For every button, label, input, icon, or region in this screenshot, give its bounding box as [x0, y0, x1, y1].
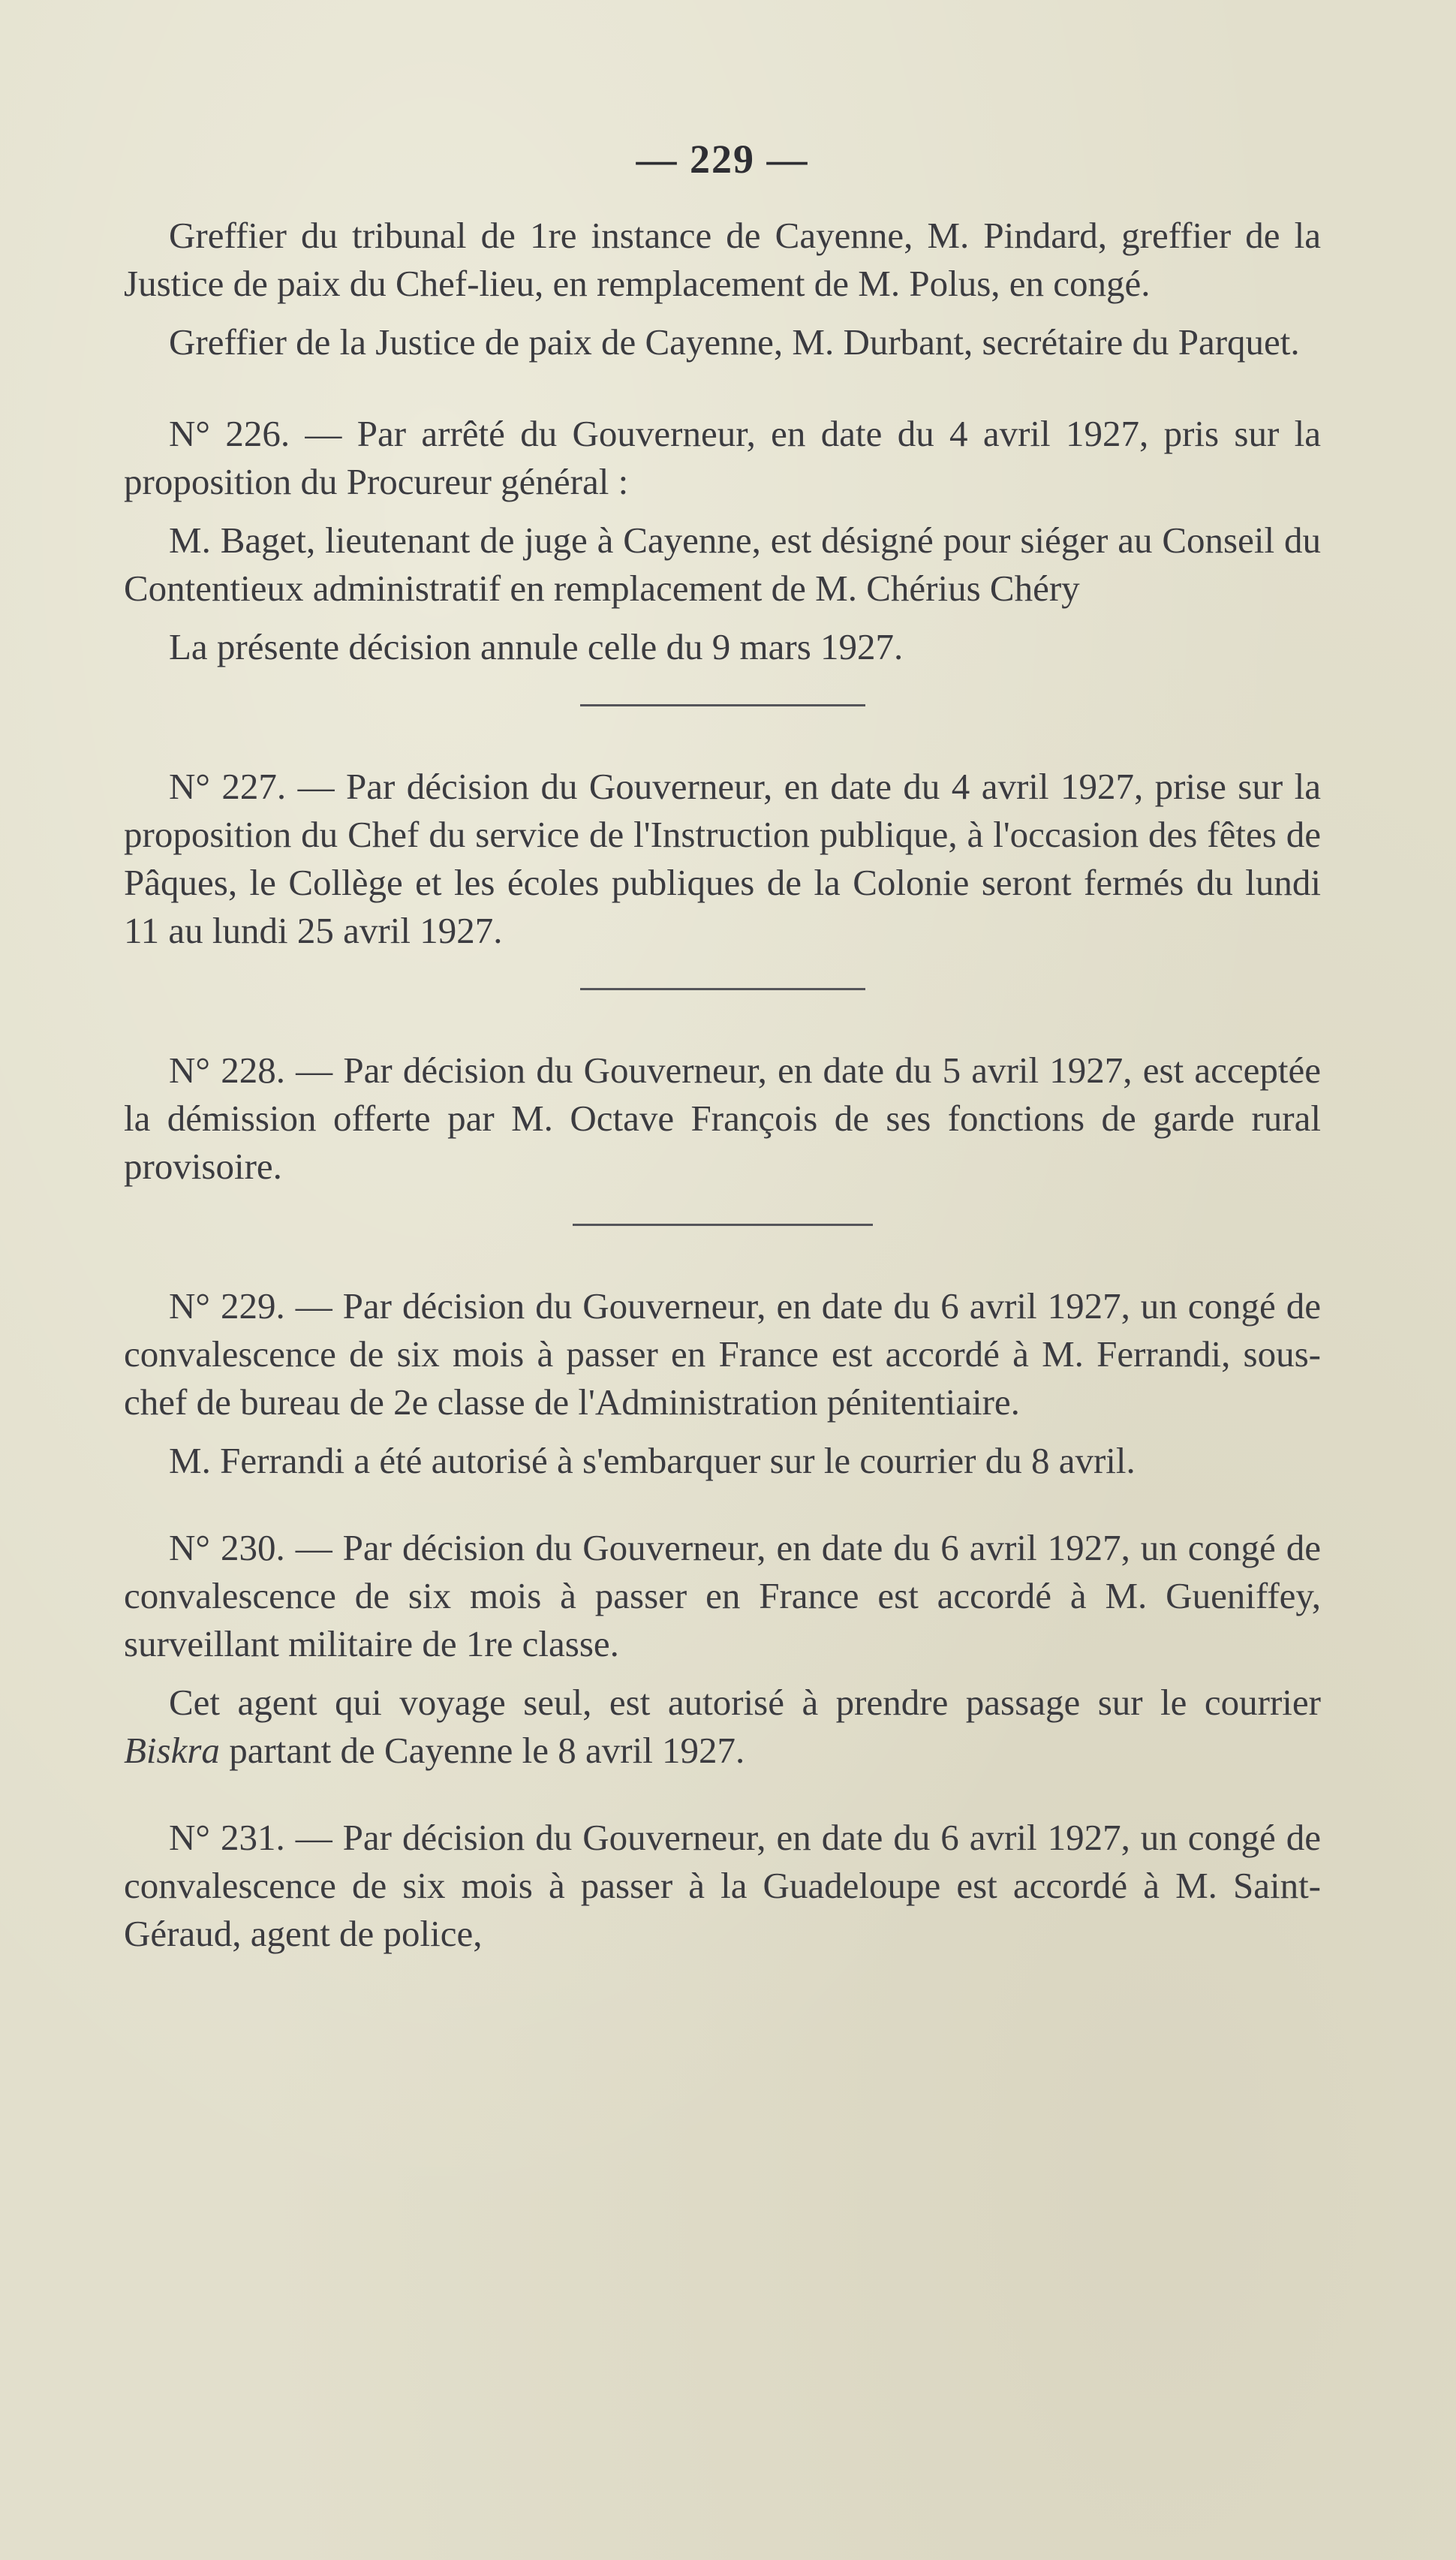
decision-226-body: M. Baget, lieutenant de juge à Cayenne, est désigné pour siéger au Conseil du Contentieux administratif en remplacement de M. Chérius Chéry	[124, 520, 1321, 609]
separator-rule	[124, 682, 1321, 734]
ship-name: Biskra	[124, 1730, 220, 1771]
decision-230-body-start: Cet agent qui voyage seul, est autorisé à prendre passage sur le courrier	[169, 1682, 1321, 1723]
decision-230-body-end: partant de Cayenne le 8 avril 1927.	[219, 1730, 745, 1771]
decision-230: N° 230. — Par décision du Gouverneur, en date du 6 avril 1927, un congé de convalescence de six mois à passer en France est accordé à M. Gueniffey, surveillant militaire de 1re classe.	[124, 1527, 1321, 1664]
spacer	[124, 381, 1321, 410]
decision-230-body	[124, 1679, 1321, 1775]
paragraph-greffier-justice-paix: Greffier de la Justice de paix de Cayenne, M. Durbant, secrétaire du Parquet.	[169, 321, 1300, 363]
spacer	[124, 1018, 1321, 1047]
spacer	[124, 1785, 1321, 1814]
separator-rule	[124, 965, 1321, 1018]
document-body	[124, 135, 1321, 1968]
spacer	[124, 1495, 1321, 1524]
page-number: — 229 —	[636, 137, 809, 182]
decision-226: N° 226. — Par arrêté du Gouverneur, en date du 4 avril 1927, pris sur la proposition du Procureur général :	[124, 413, 1321, 502]
decision-226-note: La présente décision annule celle du 9 mars 1927.	[169, 626, 904, 667]
decision-228: N° 228. — Par décision du Gouverneur, en date du 5 avril 1927, est acceptée la démission offerte par M. Octave François de ses fonctions de garde rural provisoire.	[124, 1050, 1321, 1187]
paragraph-greffier-tribunal: Greffier du tribunal de 1re instance de Cayenne, M. Pindard, greffier de la Justice de paix du Chef-lieu, en remplacement de M. Polus, en congé.	[124, 215, 1321, 304]
decision-231: N° 231. — Par décision du Gouverneur, en date du 6 avril 1927, un congé de convalescence de six mois à passer à la Guadeloupe est accordé à M. Saint-Géraud, agent de police,	[124, 1817, 1321, 1954]
spacer	[124, 734, 1321, 763]
decision-227: N° 227. — Par décision du Gouverneur, en date du 4 avril 1927, prise sur la proposition du Chef du service de l'Instruction publique, à l'occasion des fêtes de Pâques, le Collège et les écoles publiques de la Colonie seront fermés du lundi 11 au lundi 25 avril 1927.	[124, 766, 1321, 951]
decision-229-body: M. Ferrandi a été autorisé à s'embarquer sur le courrier du 8 avril.	[169, 1440, 1136, 1481]
spacer	[124, 1254, 1321, 1282]
separator-rule	[124, 1201, 1321, 1254]
decision-229: N° 229. — Par décision du Gouverneur, en date du 6 avril 1927, un congé de convalescence de six mois à passer en France est accordé à M. Ferrandi, sous-chef de bureau de 2e classe de l'Administration pénitentiaire.	[124, 1285, 1321, 1423]
